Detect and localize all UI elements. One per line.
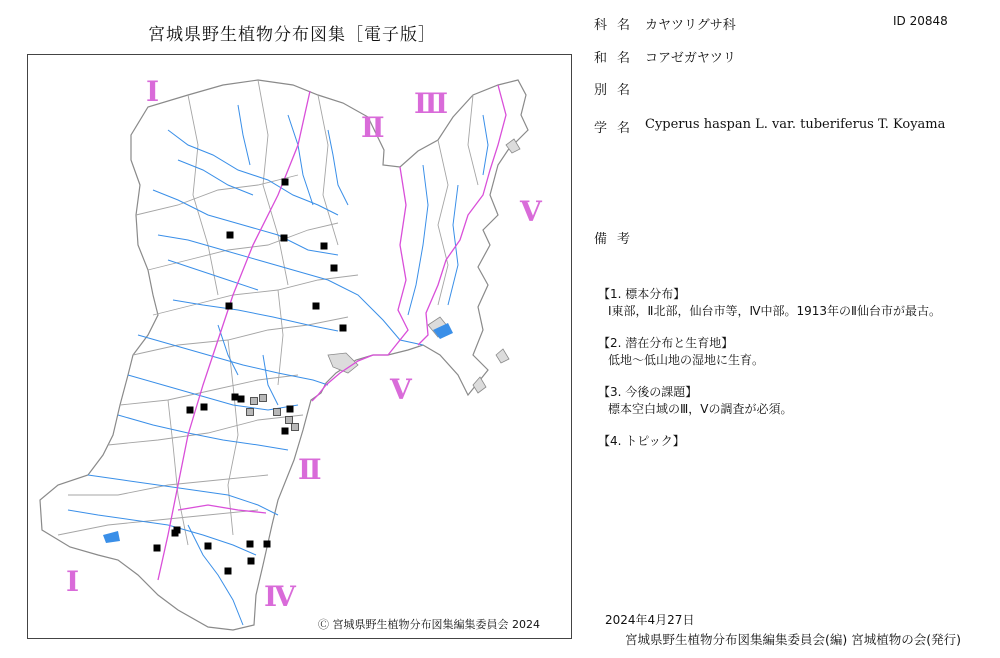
specimen-marker-gray: [286, 417, 293, 424]
specimen-marker: [232, 394, 239, 401]
specimen-marker: [172, 530, 179, 537]
publisher-line: 宮城県野生植物分布図集編集委員会(編) 宮城植物の会(発行): [625, 632, 961, 647]
specimen-marker: [321, 243, 328, 250]
note-heading-3: 【3. 今後の課題】: [598, 385, 698, 399]
specimen-marker: [225, 568, 232, 575]
specimen-marker: [227, 232, 234, 239]
region-label-1: Ⅰ: [146, 75, 160, 108]
note-heading-2: 【2. 潜在分布と生育地】: [598, 336, 734, 350]
record-id: ID 20848: [893, 14, 948, 28]
specimen-marker: [238, 396, 245, 403]
specimen-marker-gray: [274, 409, 281, 416]
japanese-name-label: 和名: [594, 51, 641, 66]
region-label-5-south: Ⅴ: [390, 373, 412, 406]
island: [496, 349, 509, 363]
specimen-marker: [287, 406, 294, 413]
specimen-marker: [154, 545, 161, 552]
family-label: 科名: [594, 18, 641, 33]
specimen-marker: [247, 541, 254, 548]
specimen-marker: [281, 235, 288, 242]
specimen-marker: [187, 407, 194, 414]
region-label-1-south: Ⅰ: [66, 565, 80, 598]
map-canvas: [28, 55, 573, 640]
specimen-marker-gray: [292, 424, 299, 431]
specimen-marker-gray: [251, 398, 258, 405]
region-label-3: Ⅲ: [414, 87, 449, 120]
specimen-marker: [282, 179, 289, 186]
remarks-label: 備考: [594, 232, 641, 247]
region-label-2: Ⅱ: [361, 111, 385, 144]
note-body-2: 低地～低山地の湿地に生育。: [608, 353, 765, 367]
japanese-name-value: コアゼガヤツリ: [645, 51, 736, 66]
page-title: 宮城県野生植物分布図集［電子版］: [148, 25, 436, 45]
prefecture-outline: [40, 80, 528, 630]
specimen-marker-gray: [260, 395, 267, 402]
specimen-marker: [331, 265, 338, 272]
region-label-2-south: Ⅱ: [298, 453, 322, 486]
specimen-marker-gray: [247, 409, 254, 416]
copyright-notice: Ⓒ 宮城県野生植物分布図集編集委員会 2024: [318, 618, 540, 631]
region-label-5-north: Ⅴ: [520, 195, 542, 228]
specimen-marker: [205, 543, 212, 550]
specimen-marker: [340, 325, 347, 332]
specimen-marker: [313, 303, 320, 310]
family-value: カヤツリグサ科: [645, 18, 736, 33]
note-heading-4: 【4. トピック】: [598, 434, 685, 448]
specimen-marker: [282, 428, 289, 435]
specimen-marker: [264, 541, 271, 548]
synonym-label: 別名: [594, 83, 641, 98]
scientific-name-label: 学名: [594, 121, 641, 136]
note-body-3: 標本空白域のⅢ，Ⅴの調査が必須。: [608, 402, 793, 416]
note-body-1: Ⅰ東部，Ⅱ北部，仙台市等，Ⅳ中部。1913年のⅡ仙台市が最古。: [608, 304, 941, 318]
publication-date: 2024年4月27日: [605, 613, 695, 627]
specimen-marker: [248, 558, 255, 565]
specimen-marker: [226, 303, 233, 310]
distribution-map: [27, 54, 572, 639]
region-label-4: Ⅳ: [264, 580, 296, 613]
note-heading-1: 【1. 標本分布】: [598, 287, 686, 301]
specimen-marker: [201, 404, 208, 411]
scientific-name-value: Cyperus haspan L. var. tuberiferus T. Koyama: [645, 117, 946, 132]
